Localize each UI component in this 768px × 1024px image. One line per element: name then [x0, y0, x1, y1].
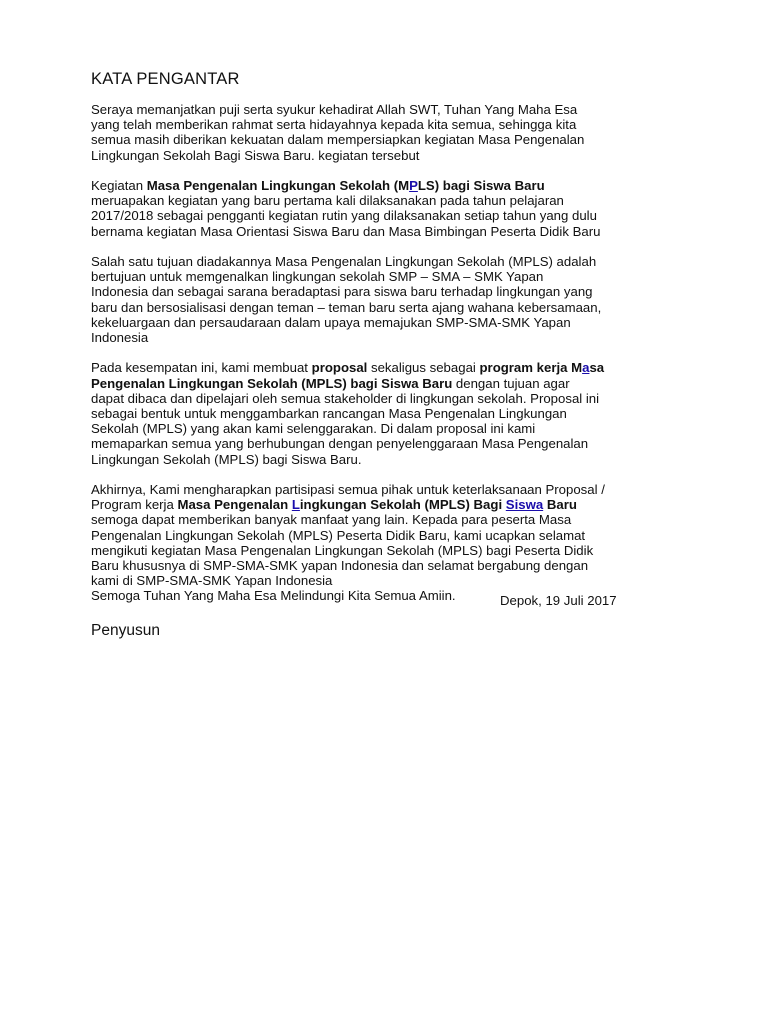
text-run: Program kerja [91, 497, 178, 513]
lingkungan-link[interactable]: L [291, 497, 300, 513]
paragraph-proposal [91, 360, 691, 466]
text-line: bernama kegiatan Masa Orientasi Siswa Baru dan Masa Bimbingan Peserta Didik Baru [91, 223, 601, 239]
text-line [91, 360, 691, 375]
text-line: semoga dapat memberikan banyak manfaat yang lain. Kepada para peserta Masa [91, 512, 572, 528]
paragraph-opening [91, 102, 691, 163]
text-line: yang telah memberikan rahmat serta hidayahnya kepada kita semua, sehingga kita [91, 117, 577, 133]
text-line: kekeluargaan dan persaudaraan dalam upaya memajukan SMP-SMA-SMK Yapan [91, 314, 571, 330]
bold-text: sa [589, 360, 605, 376]
text-line: Pengenalan Lingkungan Sekolah (MPLS) Peserta Didik Baru, kami ucapkan selamat [91, 527, 586, 543]
text-line: Akhirnya, Kami mengharapkan partisipasi semua pihak untuk keterlaksanaan Proposal / [91, 482, 605, 498]
text-line: Baru khususnya di SMP-SMA-SMK yapan Indonesia dan selamat bergabung dengan [91, 558, 589, 574]
text-run: sekaligus sebagai [367, 360, 480, 376]
text-line: dapat dibaca dan dipelajari oleh semua stakeholder di lingkungan sekolah. Proposal ini [91, 390, 600, 406]
paragraph-purpose [91, 254, 691, 345]
text-line: Lingkungan Sekolah (MPLS) bagi Siswa Baru. [91, 451, 362, 467]
siswa-link[interactable]: Siswa [505, 497, 544, 513]
text-line: Semoga Tuhan Yang Maha Esa Melindungi Kita Semua Amiin. [91, 588, 456, 604]
bold-text: Pengenalan Lingkungan Sekolah (MPLS) bagi Siswa Baru [91, 375, 453, 391]
document-date: Depok, 19 Juli 2017 [500, 593, 617, 608]
text-line: bertujuan untuk memgenalkan lingkungan sekolah SMP – SMA – SMK Yapan [91, 269, 544, 285]
bold-text: LS) bagi Siswa Baru [417, 178, 545, 193]
text-line [91, 376, 691, 391]
text-line: Indonesia [91, 330, 149, 346]
text-line: sebagai bentuk untuk menggambarkan rancangan Masa Pengenalan Lingkungan [91, 406, 567, 422]
bold-text: Baru [543, 497, 577, 513]
text-line: semua masih diberikan kekuatan dalam mempersiapkan kegiatan Masa Pengenalan [91, 132, 585, 148]
text-run: Kegiatan [91, 178, 147, 193]
masa-link[interactable]: a [582, 360, 590, 376]
text-line: mengikuti kegiatan Masa Pengenalan Lingkungan Sekolah (MPLS) bagi Peserta Didik [91, 542, 594, 558]
bold-text: Masa Pengenalan [177, 497, 292, 513]
bold-text: ingkungan Sekolah (MPLS) Bagi [299, 497, 506, 513]
bold-text: proposal [311, 360, 368, 376]
text-line: Sekolah (MPLS) yang akan kami selenggarakan. Di dalam proposal ini kami [91, 421, 536, 437]
mpls-link[interactable]: P [409, 178, 418, 193]
text-run: dengan tujuan agar [452, 375, 570, 391]
text-line: meruapakan kegiatan yang baru pertama kali dilaksanakan pada tahun pelajaran [91, 193, 564, 209]
text-line: kami di SMP-SMA-SMK Yapan Indonesia [91, 573, 333, 589]
paragraph-closing [91, 482, 691, 604]
text-line: memaparkan semua yang berhubungan dengan penyelenggaraan Masa Pengenalan [91, 436, 589, 452]
bold-text: Masa Pengenalan Lingkungan Sekolah (M [146, 178, 410, 193]
text-line: Salah satu tujuan diadakannya Masa Pengenalan Lingkungan Sekolah (MPLS) adalah [91, 254, 597, 269]
text-line: Lingkungan Sekolah Bagi Siswa Baru. kegiatan tersebut [91, 147, 420, 163]
text-line: 2017/2018 sebagai pengganti kegiatan rutin yang dilaksanakan setiap tahun yang dulu [91, 208, 597, 224]
document-body [91, 102, 691, 604]
text-run: Pada kesempatan ini, kami membuat [91, 360, 312, 376]
text-line: baru dan bersosialisasi dengan teman – teman baru serta ajang wahana kebersamaan, [91, 299, 602, 315]
text-line: Indonesia dan sebagai sarana beradaptasi para siswa baru terhadap lingkungan yang [91, 284, 593, 300]
text-line [91, 497, 691, 512]
text-line [91, 178, 691, 193]
text-line: Seraya memanjatkan puji serta syukur kehadirat Allah SWT, Tuhan Yang Maha Esa [91, 102, 578, 117]
document-title: KATA PENGANTAR [91, 70, 240, 88]
paragraph-mpls-intro [91, 178, 691, 239]
bold-text: program kerja M [479, 360, 583, 376]
signer-label: Penyusun [91, 622, 160, 639]
